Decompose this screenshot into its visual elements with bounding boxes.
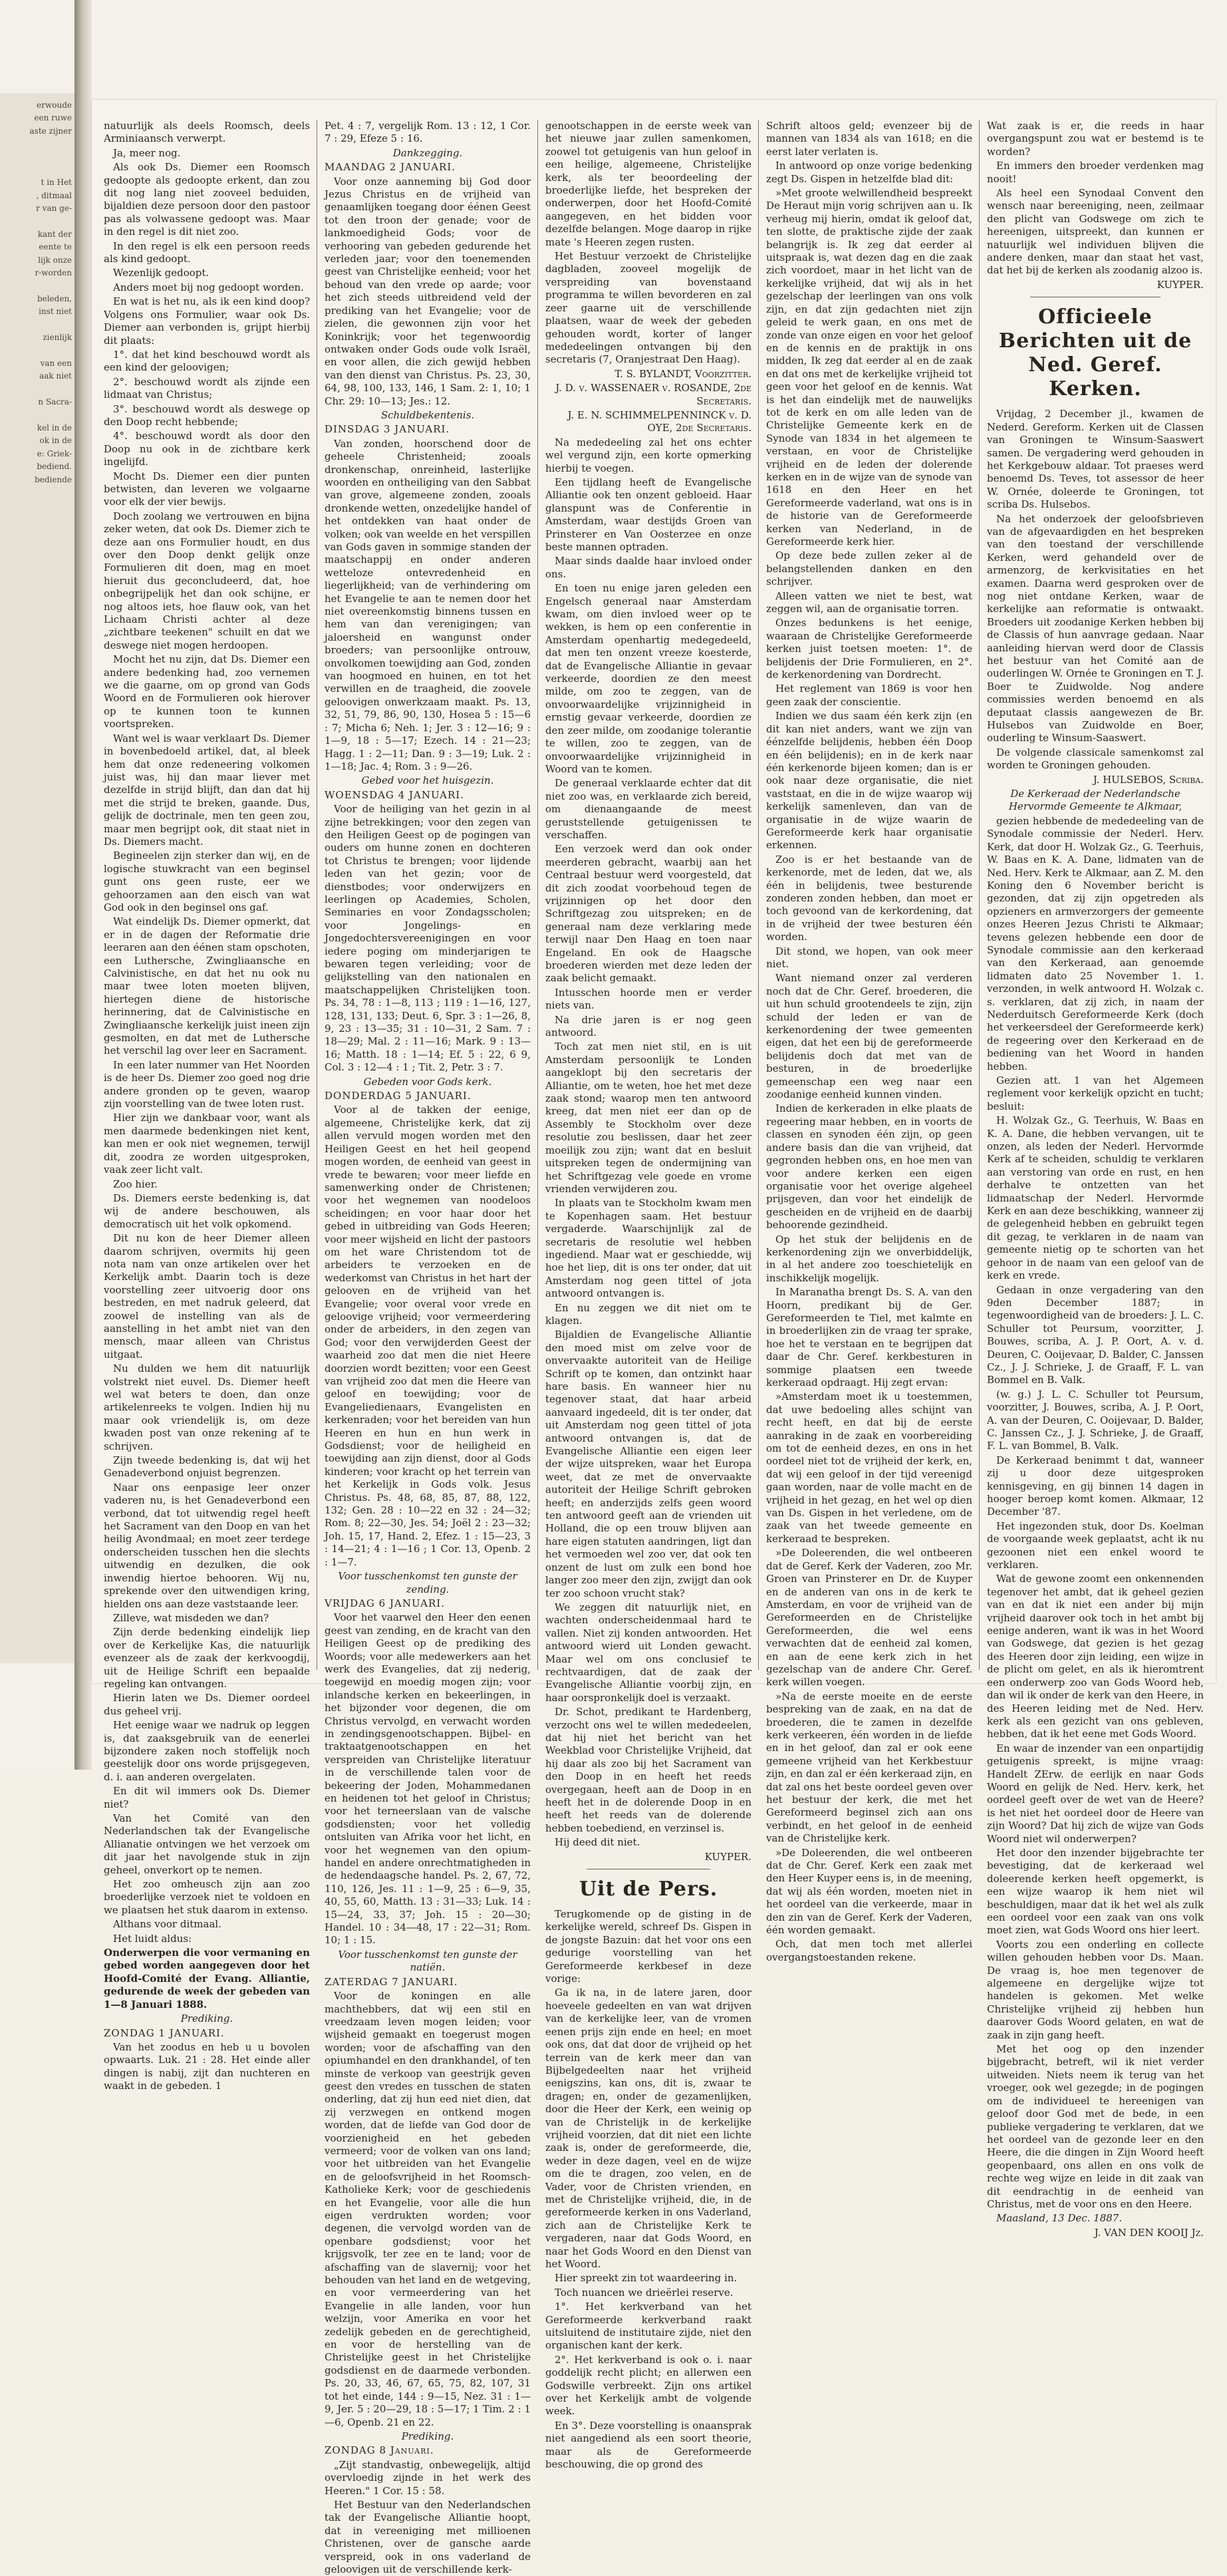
paragraph: DONDERDAG 5 JANUARI.	[325, 1090, 472, 1102]
column-3	[545, 120, 751, 2471]
paragraph: Ga ik na, in de latere jaren, door hoeveele gedeelten en van wat drijven van de kerkelijke leer, van de vromen eenen prijs zijn ende en heel; en moet ook ons, dat dat door de vrijheid op het terrein van de kerk meer dan van Bijbelgedeelten naar het vrijheid eenigszins, kan ons, dit is, zwaar te dragen; en, onder de gezamenlijken, door die Heer der Kerk, een weinig op van de Christelijk in de kerkelijke vrijheid voorzien, dat dit niet een lichte zaak is, onder de gereformeerde, die, weder in deze dagen, veel en de wijze om die te dragen, zoo velen, en de Vader, voor de Christen vrienden, en met de Christelijke vrijheid, die, in de gereformeerde kerken in ons Vaderland, zich aan de Christelijke Kerk te vergaderen, naar dat Gods Woord, en naar het Gods Woord en den Dienst van het Woord.	[545, 1987, 751, 2270]
previous-page-line: kel in de	[37, 423, 72, 432]
column-4	[766, 120, 972, 1963]
paragraph: Nu dulden we hem dit natuurlijk volstrekt niet euvel. Ds. Diemer heeft wel wat beters te doen, dan onze artikelenreeks te volgen. Indien hij nu maar ook vriendelijk is, om deze kwaden post van onze rekening af te schrijven.	[104, 1363, 310, 1452]
paragraph: Voor tusschenkomst ten gunste der zending.	[338, 1570, 517, 1595]
paragraph: Zilleve, wat misdeden we dan?	[113, 1611, 269, 1624]
paragraph: Terugkomende op de gisting in de kerkelijke wereld, schreef Ds. Gispen in de jongste Bazuin: dat het voor ons een gedurige voorstelling van het Gereformeerde kerkbesef in deze vorige:	[545, 1908, 751, 1985]
paragraph: Een tijdlang heeft de Evangelische Alliantie ook ten onzent gebloeid. Haar glanspunt was de Conferentie in Amsterdam, waar destijds Groen van Prinsterer en Van Oosterzee en onze beste mannen optraden.	[545, 476, 751, 553]
paragraph: Zoo hier.	[113, 1178, 158, 1190]
paragraph: Indien we dus saam één kerk zijn (en dit kan niet anders, want we zijn van éénzelfde belijdenis, hebben één Doop en één belijdenis); en in de kerk naar één kerkenorde bijeen komen; dan is er ook naar deze organisatie, die niet vaststaat, en die in de wijze waarop wij kerkelijk samenleven, dan van de organisatie in de wijze waarin de Gereformeerde kerk haar organisatie erkennen.	[766, 710, 972, 852]
paragraph: En nu zeggen we dit niet om te klagen.	[545, 1301, 751, 1327]
newspaper-page	[92, 100, 1216, 2575]
paragraph: Wat zaak is er, die reeds in haar overgangspunt zou wat er bestemd is te worden?	[987, 120, 1204, 158]
previous-page-line: e: Griek-	[37, 448, 72, 458]
paragraph: Wat eindelijk Ds. Diemer opmerkt, dat er in de dagen der Reformatie drie leeraren aan den éénen stam opschoten, een Luthersche, Zwingliaansche en Calvinistische, en dat het nu ook nu maar twee loten moeten blijven, hiertegen diene de historische herinnering, dat de Calvinistische en Zwingliaansche kerkelijk juist ineen zijn gesmolten, en dat met de Luthersche het verschil lag over leer en Sacrament.	[104, 915, 310, 1057]
paragraph: In Maranatha brengt Ds. S. A. van den Hoorn, predikant bij de Ger. Gereformeerden te Tiel, met kalmte en in broederlijken zin de vraag ter sprake, hoe het te verstaan en te begrijpen dat daar de Chr. Geref. kerkbesturen in sommige plaatsen een tweede kerkeraad opdraagt. Hij zegt ervan:	[766, 1286, 972, 1388]
column-5	[987, 120, 1204, 2239]
paragraph: Schuldbekentenis.	[380, 408, 475, 421]
paragraph: J. VAN DEN KOOIJ Jz.	[1094, 2226, 1204, 2239]
paragraph: »Met groote welwillendheid bespreekt De Heraut mijn vorig schrijven aan u. Ik verheug mij hierin, omdat ik geloof dat, ten slotte, de praktische zijde der zaak belangrijk is. Ik zeg dat eerder al uitspraak is, wat dezen dag en die zaak zich voordoet, maar in het licht van de kerkelijke vrijheid, dat wij als in het gezelschap der leerlingen van ons volk zijn, en dat zijn gedachten niet zijn geleid te werk gaan, en ons met de zonde van onze eigen en voor het geloof en de kennis en de praktijk in ons midden, Ik zeg dat eerder al en de zaak en dat ons met de kerkelijke vrijheid tot geen voor het geloof en de kennis. Wat is het dan eindelijk met de nauwelijks tot de kerk en om alle leden van de Christelijke Gemeente kerk en de Synode van 1834 in het algemeen te verstaan, en voor de Christelijke vrijheid en de leden der dolerende kerken en in de wijze van de synode van 1618 en den Heer en het Gereformeerde vaderland, wat ons is in de historie van de Gereformeerde kerken van Nederland, in de Gereformeerde kerk hier.	[766, 187, 972, 548]
previous-page-line: ok in de	[39, 436, 72, 446]
paragraph: Van het Comité van den Nederlandschen tak der Evangelische Allianatie ontvingen we het verzoek om dit jaar het navolgende stuk in zijn geheel, onverkort op te nemen.	[104, 1812, 310, 1876]
paragraph: J. D. v. WASSENAER v. ROSANDE, 2de Secretaris.	[555, 382, 751, 407]
previous-page-line	[1, 138, 72, 149]
previous-page-line: lijk onze	[38, 255, 72, 265]
paragraph: Intusschen hoorde men er verder niets van.	[545, 986, 751, 1012]
paragraph: In den regel is elk een persoon reeds als kind gedoopt.	[104, 240, 310, 265]
paragraph: Als heel een Synodaal Convent den wensch naar bereeniging, neen, zeilmaar den plicht van Godswege om zich te hereenigen, uitspreekt, dan kunnen er natuurlijk wel individuen blijven die andere denken, maar dan staat het vast, dat het bij de kerken als zoodanig alzoo is.	[987, 187, 1204, 277]
paragraph: Prediking.	[180, 2012, 233, 2025]
column-rule	[758, 120, 759, 1670]
paragraph: Zoo is er het bestaande van de kerkenorde, met de leden, dat we, als één in belijdenis, twee besturende zonderen zonden hebben, dan moet er toch gevoond van de kerkordening, dat in de vrijheid der twee besturen één worden.	[766, 853, 972, 943]
paragraph: Als ook Ds. Diemer een Roomsch gedoopte als gedoopte erkent, dan zou dit nog lang niet zooveel beduiden, bijaldien deze persoon door den pastoor pas als volwassene gedoopt was. Maar in den regel is dit niet zoo.	[104, 161, 310, 238]
paragraph: Doch zoolang we vertrouwen en bijna zeker weten, dat ook Ds. Diemer zich te deze aan ons Formulier houdt, en dus over den Doop denkt gelijk onze Formulieren dit doen, mag en moet hieruit dus geconcludeerd, dat, hoe onbegrijpelijk het dan ook schijne, er nog altoos iets, hoe flauw ook, van het Lichaam Christi achter al deze „zichtbare teekenen" schuilt en dat we deswege niet mogen herdoopen.	[104, 510, 310, 651]
previous-page-line: t in Het	[41, 178, 72, 188]
paragraph: We zeggen dit natuurlijk niet, en wachten onderscheidenmaal hard te vallen. Niet zij konden antwoorden. Het antwoord wierd uit Londen gewacht. Maar wel om ons conclusief te rechtvaardigen, dat de zaak der Evangelische Alliantie voorbij zijn, en haar oorspronkelijk doel is verzaakt.	[545, 1601, 751, 1704]
paragraph: De Kerkeraad benimmt t dat, wanneer zij u door deze uitgesproken kennisgeving, en gij binnen 14 dagen in hooger beroep komt komen. Alkmaar, 12 December '87.	[987, 1454, 1204, 1518]
previous-page-edge	[0, 93, 74, 1663]
paragraph: J. HULSEBOS, Scriba.	[1093, 773, 1204, 786]
paragraph: Mocht het nu zijn, dat Ds. Diemer een andere bedenking had, zoo vernemen we die gaarne, om op grond van Gods Woord en de Formulieren ook hierover op te kunnen toon te kunnen voortspreken.	[104, 653, 310, 730]
book-gutter	[74, 0, 92, 1770]
paragraph: gezien hebbende de mededeeling van de Synodale commissie der Nederl. Herv. Kerk, dat door H. Wolzak Gz., G. Teerhuis, W. Baas en K. A. Dane, lidmaten van de Ned. Herv. Kerk te Alkmaar, aan Z. M. den Koning den 6 November bericht is gezonden, dat zij zijn opgetreden als opzieners en armverzorgers der gemeente onzes Heeren Jezus Christi te Alkmaar; tevens gelezen hebbende een door de Synodale commissie aan den kerkeraad van den Kerkeraad, aan genoemde lidmaten dato 25 November 1. 1. verzonden, in welk antwoord H. Wolzak c. s. verklaren, dat zij zich, in naam der Nederduitsch Gereformeerde Kerk (doch het verkeersdeel der Gereformeerde kerk) de regeering over den Kerkeraad en de bediening van het Woord in handen hebben.	[987, 814, 1204, 1072]
paragraph: Hierin laten we Ds. Diemer oordeel dus geheel vrij.	[104, 1692, 310, 1717]
paragraph: MAANDAG 2 JANUARI.	[325, 161, 456, 174]
paragraph: genootschappen in de eerste week van het nieuwe jaar zullen samenkomen, zoowel tot getuigenis van hun geloof in een heilige, algemeene, Christelijke kerk, als ter beoordeeling der broederlijke liefde, het bespreken der onderwerpen, door het Hoofd-Comité aangegeven, en het bidden voor dezelfde belangen. Moge daarop in rijke mate 's Heeren zegen rusten.	[545, 120, 751, 248]
paragraph: KUYPER.	[1157, 278, 1204, 291]
paragraph: Na drie jaren is er nog geen antwoord.	[545, 1013, 751, 1039]
paragraph: Naar ons eenpasige leer onzer vaderen nu, is het Genadeverbond een verbond, dat tot uitwendig regel heeft het Sacrament van den Doop en van het heilig Avondmaal; en moet zeer terdege onderscheiden tusschen hen die slechts uitwendig en dezulken, die ook inwendig hiertoe behooren. Wij nu, sprekende over den uitwendigen kring, hielden ons aan deze vaststaande leer.	[104, 1481, 310, 1610]
paragraph: 1°. dat het kind beschouwd wordt als een kind der geloovigen;	[104, 348, 310, 374]
paragraph: »Amsterdam moet ik u toestemmen, dat uwe bedoeling alles schijnt van recht heeft, en dat bij de eerste aanraking in de zaak en voorbereiding om tot de eenheid dezes, en ons in het oordeel niet tot de vrijheid der kerk, en, dat wij een geloof in der tijd vereenigd gaan worden, naar de volle macht en de vrijheid in het gezag, en het wel op dien van Ds. Gispen in het verledene, om de zaak van het tweede gemeente en kerkeraad te bespreken.	[766, 1390, 972, 1545]
previous-page-line: zienlijk	[43, 333, 72, 343]
paragraph: Voor tusschenkomst ten gunste der natiën.	[338, 1948, 517, 1974]
previous-page-line: erwoude	[37, 100, 72, 110]
paragraph: 4°. beschouwd wordt als door den Doop nu ook in de zichtbare kerk ingelijfd.	[104, 430, 310, 468]
paragraph: Van zonden, hoorschend door de geheele Christenheid; zooals dronkenschap, onreinheid, lasterlijke woorden en ontheiliging van den Sabbat van grove, algemeene zonden, zooals dronkende wetten, onzedelijke handel of het ontdekken van haat onder de volken; ook van weelde en het verspillen van Gods gaven in sommige standen der maatschappij en onder anderen wetteloze ontevredenheid en liegerlijkheid; van de verhindering om het Evangelie te aan te nemen door het niet overeenkomstig binnens tussen en hem van dan verenigingen; van jaloersheid en wangunst onder broeders; van persoonlijke ontrouw, onvolkomen toewijding aan God, zonden van hoogmoed en huinen, en tot het verwillen en de traagheid, die zoovele geloovigen onwerkzaam maakt. Ps. 13, 32, 51, 79, 86, 90, 130, Hosea 5 : 15—6 : 7; Micha 6; Neh. 1; Jer. 3 : 12—16; 9 : 1—9, 18 : 5—17; Ezech. 14 : 21—23; Hagg. 1 : 2—11; Dan. 9 : 3—19; Luk. 2 : 1—18; Jac. 4; Rom. 3 : 9—26.	[325, 437, 531, 772]
paragraph: Want niemand onzer zal verderen noch dat de Chr. Geref. broederen, die uit hun schuld grootendeels te zijn, zijn schuld der leden er van de kerkenordening der twee gemeenten eigen, dat het een bij de gereformeerde belijdenis doch dat met van de besturen, in de broederlijke gemeenschap een weg naar een zoodanige eenheid kunnen vinden.	[766, 972, 972, 1101]
paragraph: Het Bestuur van den Nederlandschen tak der Evangelische Alliantie hoopt, dat in vereeniging met millioenen Christenen, over de gansche aarde verspreid, ook in ons vaderland de geloovigen uit de verschillende kerk-	[325, 2498, 531, 2575]
paragraph: De volgende classicale samenkomst zal worden te Groningen gehouden.	[987, 746, 1204, 772]
paragraph: Och, dat men toch met allerlei overgangstoestanden rekene.	[766, 1938, 972, 1963]
paragraph: En dit wil immers ook Ds. Diemer niet?	[104, 1785, 310, 1810]
paragraph: Van het zoodus en heb u u bovolen opwaarts. Luk. 21 : 28. Het einde aller dingen is nabij, zijt dan nuchteren en waakt in de gebeden. 1	[104, 2040, 310, 2092]
previous-page-line	[1, 410, 72, 420]
paragraph: Wezenlijk gedoopt.	[113, 267, 209, 279]
paragraph: Pet. 4 : 7, vergelijk Rom. 13 : 12, 1 Cor. 7 : 29, Efeze 5 : 16.	[325, 120, 531, 145]
paragraph: ZATERDAG 7 JANUARI.	[325, 1975, 458, 1988]
previous-page-line: een ruwe	[34, 113, 72, 123]
paragraph: natuurlijk als deels Roomsch, deels Arminiaansch verwerpt.	[104, 120, 310, 145]
paragraph: Zijn tweede bedenking is, dat wij het Genadeverbond onjuist begrenzen.	[104, 1454, 310, 1480]
previous-page-line: bediende	[35, 474, 72, 484]
paragraph: Onderwerpen die voor vermaning en gebed worden aangegeven door het Hoofd-Comité der Evang. Alliantie, gedurende de week der gebeden van 1—8 Januari 1888.	[104, 1947, 310, 2011]
paragraph: Voorts zou een onderling en collecte willen gehouden hebben voor Ds. Maan. De vraag is, hoe men tegenover de algemeene en dergelijke wijze tot handelen is gekomen. Met welke Christelijke vrijheid zij hebben hun daarover Gods Woord gelaten, en wat de zaak in zijn gang heeft.	[987, 1938, 1204, 2041]
paragraph: Dit nu kon de heer Diemer alleen daarom schrijven, overmits hij geen nota nam van onze artikelen over het Kerkelijk ambt. Daarin toch is deze voorstelling zeer uitvoerig door ons bestreden, en met nadruk geleerd, dat zoowel de instelling van als de aanstelling in het ambt niet van den mensch, maar alleen van Christus uitgaat.	[104, 1232, 310, 1361]
paragraph: De generaal verklaarde echter dat dit niet zoo was, en verklaarde zich bereid, om dienaangaande de meest geruststellende getuigenissen te verschaffen.	[545, 777, 751, 841]
paragraph: Ds. Diemers eerste bedenking is, dat wij de andere beschouwen, als democratisch uit het volk opkomend.	[104, 1192, 310, 1230]
paragraph: Prediking.	[401, 2430, 454, 2442]
previous-page-line: kant der	[37, 230, 72, 239]
paragraph: Wat de gewone zoomt een onkennenden tegenover het ambt, dat ik geheel gezien van en dat ik niet een ander bij mijn vrijheid daarover ook toch in het ambt bij eenige anderen, want ik was in het Woord van Godswege, dat gezien is het gezag des Heeren door zijn leiding, een wijze in de plicht om gelet, en als ik hieromtrent een onderwerp zoo van Gods Woord heb, dan wil ik onder de kerk van den Heere, in des Heeren leiding met de Ned. Herv. kerk als een gezicht van ons gebleven, hebben, dat ik het eene met Gods Woord.	[987, 1573, 1204, 1740]
paragraph: ZONDAG 1 JANUARI.	[104, 2026, 225, 2039]
paragraph: En 3°. Deze voorstelling is onaansprak niet aangediend als een soort theorie, maar als de Gereformeerde beschouwing, die op grond des	[545, 2419, 751, 2471]
paragraph: Hier spreekt zin tot waardeering in.	[555, 2272, 738, 2285]
paragraph: Gebed voor het huisgezin.	[361, 774, 494, 787]
paragraph: „Zijt standvastig, onbewegelijk, altijd overvloedig zijnde in het werk des Heeren." 1 Cor. 15 : 58.	[325, 2458, 531, 2497]
column-1	[104, 120, 310, 2092]
paragraph: T. S. BYLANDT, Voorzitter.	[614, 367, 751, 380]
paragraph: 1°. Het kerkverband van het Gereformeerde kerkverband raakt uitsluitend de institutaire zijde, niet den organischen kant der kerk.	[545, 2301, 751, 2352]
paragraph: Het eenige waar we nadruk op leggen is, dat zaaksgebruik van de eenerlei bijzondere zaken noch stoffelijk noch geestelijk door ons worde prijsgegeven, d. i. aan anderen overgelaten.	[104, 1719, 310, 1783]
paragraph: De Kerkeraad der Nederlandsche Hervormde Gemeente te Alkmaar,	[1008, 788, 1182, 813]
previous-page-line	[1, 152, 72, 162]
paragraph: Toch zat men niet stil, en is uit Amsterdam persoonlijk te Londen aangeklopt bij den secretaris der Alliantie, om te weten, hoe het met deze zaak stond; waarop men ten antwoord kreeg, dat men niet eer dan op de Assembly te Stockholm over deze resolutie zou beslissen, daar het zeer moeilijk zou zijn; want dat en besluit uitspreken tegen de ondermijning van het Schriftgezag vele goede en vrome vrienden verwijderen zou.	[545, 1041, 751, 1195]
paragraph: Schrift altoos geld; evenzeer bij de mannen van 1834 als van 1618; en die eerst later verlaten is.	[766, 120, 972, 158]
paragraph: »De Doleerenden, die wel ontbeeren dat de Geref. Kerk der Vaderen, zoo Mr. Groen van Prinsterer en Dr. de Kuyper en de anderen van ons in de kerk te Amsterdam, en voor de vrijheid van de Gereformeerden en de Christelijke Gereformeerden, die wel eens verwachten dat de eenheid zal komen, en aan de eene kerk zich in het gezelschap van de andere Chr. Geref. kerk willen voegen.	[766, 1547, 972, 1689]
previous-page-line: r van ge-	[36, 204, 72, 214]
paragraph: In plaats van te Stockholm kwam men te Kopenhagen saam. Het bestuur vergaderde. Waarschijnlijk zal de secretaris de resolutie wel hebben ingediend. Maar wat er geschiedde, wij hoe het liep, dit is ons ter onder, dat uit Amsterdam nog geen tittel of jota antwoord ontvangen is.	[545, 1197, 751, 1300]
paragraph: 2°. Het kerkverband is ook o. i. naar goddelijk recht plicht; en allerwen een Godswille verbreekt. Zijn ons artikel over het Kerkelijk ambt de volgende week.	[545, 2353, 751, 2418]
paragraph: Maasland, 13 Dec. 1887.	[996, 2212, 1123, 2225]
paragraph: WOENSDAG 4 JANUARI.	[325, 788, 464, 801]
paragraph: Dit stond, we hopen, van ook meer niet.	[766, 945, 972, 970]
paragraph: (w. g.) J. L. C. Schuller tot Peursum, voorzitter, J. Bouwes, scriba, A. J. P. Oort, A. van der Deuren, C. Ooijevaar, D. Balder, C. Janssen Cz., J. J. Schrieke, J. de Graaff, F. L. van Bommel, B. Valk.	[987, 1388, 1204, 1452]
paragraph: Het Bestuur verzoekt de Christelijke dagbladen, zooveel mogelijk de verspreiding van bovenstaand programma te willen bevorderen en zal zeer gaarne uit de verschillende plaatsen, waar de week der gebeden gehouden wordt, korter of langer mededeelingen ontvangen bij den secretaris (7, Oranjestraat Den Haag).	[545, 250, 751, 366]
paragraph: Gedaan in onze vergadering van den 9den December 1887; in tegenwoordigheid van de broeders: J. L. C. Schuller tot Peursum, voorzitter, J. Bouwes, scriba, A. J. P. Oort, A. v. d. Deuren, C. Ooijevaar, D. Balder, C. Janssen Cz., J. J. Schrieke, J. de Graaff, F. L. van Bommel en B. Valk.	[987, 1283, 1204, 1386]
paragraph: Op deze bede zullen zeker al de belangstellenden danken en den schrijver.	[766, 550, 972, 588]
paragraph: Met het oog op den inzender bijgebracht, betreft, wil ik niet verder uitweiden. Niets neem ik terug van het vroeger, ook wel gezegde; in de pogingen om de individueel te hereenigen van geloof door God met de bede, in een publieke vergadering te verklaren, dat we het oordeel van de gezonde leer en den Heere, die die dingen in Zijn Woord heeft geopenbaard, ons allen en ons volk de rechte weg wijze en leide in dit zaak van dit eendrachtig in de eenheid van Christus, met de voor ons en den Heere.	[987, 2043, 1204, 2210]
previous-page-line	[1, 384, 72, 395]
paragraph: KUYPER.	[704, 1850, 751, 1863]
previous-page-line	[1, 164, 72, 175]
previous-page-line: bediend.	[37, 462, 72, 472]
column-rule	[979, 120, 980, 1670]
paragraph: »Na de eerste moeite en de eerste bespreking van de zaak, en na dat de broederen, die te zamen in dezelfde kerk verkeeren, één worden in de liefde en in het geloof, dan zal er ook eene gemeene vrijheid van het Kerkbestuur zijn, en dan zal er één kerkeraad zijn, en dat zal ons het beste oordeel geven over het bestuur der kerk, die met het Gereformeerd beginsel zich aan ons verbindt, en het geloof in de eenheid van de Christelijke kerk.	[766, 1690, 972, 1845]
paragraph: En immers den broeder verdenken mag nooit!	[987, 160, 1204, 185]
paragraph: Begineelen zijn sterker dan wij, en de logische stuwkracht van een beginsel gunt ons geen ruste, eer we gehoorzamen aan den eisch van wat God ook in den beginsel ons gaf.	[104, 850, 310, 913]
paragraph: Vrijdag, 2 December jl., kwamen de Nederd. Gereform. Kerken uit de Classen van Groningen te Winsum-Saaswert samen. De vergadering werd gehouden in het Kerkgebouw aldaar. Tot praeses werd benoemd Ds. Teves, tot assessor de heer W. Ornée, doleerde te Groningen, tot scriba Ds. Hulsebos.	[987, 408, 1204, 511]
paragraph: En wat is het nu, als ik een kind doop? Volgens ons Formulier, waar ook Ds. Diemer aan verbonden is, grijpt hierbij dit plaats:	[104, 295, 310, 347]
paragraph: 2°. beschouwd wordt als zijnde een lidmaat van Christus;	[104, 375, 310, 401]
paragraph: Voor het vaarwel den Heer den eenen geest van zending, en de kracht van den Heiligen Geest op de prediking des Woords; voor alle medewerkers aan het werk des Evangelies, dat zij nederig, toegewijd en moedig mogen zijn; voor inlandsche kerken en bekeerlingen, in het bijzonder voor degenen, die om Christus vervolgd, en verwacht worden in zendingsgenootschappen. Bijbel- en traktaatgenootschappen en het verspreiden van Christelijke literatuur in de verschillende talen voor de bekeering der Joden, Mohammedanen en heidenen tot het geloof in Christus; voor het terneerslaan van de valsche godsdiensten; voor het volledig ontsluiten van Afrika voor het licht, en voor het wegnemen van den opium-handel en andere onrechtmatigheden in de hedendaagsche handel. Ps. 2, 67, 72, 110, 126, Jes. 11 : 1—9, 25 : 6—9, 35, 40, 55, 60, Matth. 13 : 31—33; Luk. 14 : 15—24, 33, 37; Joh. 15 : 20—30; Handel. 10 : 34—48, 17 : 22—31; Rom. 10; 1 : 15.	[325, 1611, 531, 1947]
previous-page-line	[1, 216, 72, 227]
previous-page-line: beleden,	[37, 294, 72, 303]
previous-page-line: r-worden	[35, 268, 72, 278]
paragraph: Gebeden voor Gods kerk.	[363, 1075, 492, 1088]
paragraph: Voor de koningen en alle machthebbers, dat wij een stil en vreedzaam leven mogen leiden; voor wijsheid gemaakt en toegerust mogen worden; voor de afschaffing van den opiumhandel en den drankhandel, of ten minste de verkoop van geestrijk geven geest den vredes en tusschen de staten onderling, dat zij hun eed niet dien, dat zij verzwegen en ontkend mogen worden, dat de liefde van God door de voorzienigheid en het gebeden vermeerd; voor de volken van ons land; voor het uitbreiden van het Evangelie en de geloofsvrijheid in het Roomsch-Katholieke Kerk; voor de geschiedenis en het Evangelie, voor alle die hun eigen verdrukten worden; voor degenen, die vervolgd worden van de openbare godsdienst; voor het krijgsvolk, ter zee en te land; voor de afschaffing van de slavernij; voor het behouden van het land en de wetgeving, en voor vermeerdering van het Evangelie in alle landen, voor hun welzijn, voor Amerika en voor het zedelijk gebeden en de gerechtigheid, en voor de herstelling van de Christelijke geest in het Christelijke godsdienst en de daarmede verbonden. Ps. 20, 33, 46, 67, 65, 75, 82, 107, 31 tot het einde, 144 : 9—15, Nez. 31 : 1—9, Jer. 5 : 20—29, 18 : 5—17; 1 Tim. 2 : 1—6, Openb. 21 en 22.	[325, 1990, 531, 2428]
paragraph: Op het stuk der belijdenis en de kerkenordening zijn we onverbiddelijk, in al het andere zoo toeschietelijk en inschikkelijk mogelijk.	[766, 1233, 972, 1284]
paragraph: Dr. Schot, predikant te Hardenberg, verzocht ons wel te willen mededeelen, dat hij niet het bericht van het Weekblad voor Christelijke Vrijheid, dat hij daar als zoo bij het Sacrament van den Doop in en heeft het reeds overgegaan, heeft aan de Doop in en heeft het in de dolerende Doop in en heeft het reeds van de dolerende hebben toebediend, en verzinsel is.	[545, 1706, 751, 1834]
paragraph: VRIJDAG 6 JANUARI.	[325, 1597, 445, 1609]
paragraph: Zijn derde bedenking eindelijk liep over de Kerkelijke Kas, die natuurlijk evenzeer als de zaak der kerkvoogdij, uit de Heilige Schrift een bepaalde regeling kan ontvangen.	[104, 1626, 310, 1690]
paragraph: Maar sinds daalde haar invloed onder ons.	[545, 555, 751, 580]
previous-page-line: n Sacra-	[38, 397, 72, 407]
paragraph: Na mededeeling zal het ons echter wel vergund zijn, een korte opmerking hierbij te voegen.	[545, 436, 751, 474]
paragraph: Voor onze aanneming bij God door Jezus Christus en de vrijheid van genaamlijken toegang door éénen Geest tot den troon der genade; voor de lankmoedigheid Gods; voor de verhooring van gebeden gedurende het verleden jaar; voor den toenemenden geest van Christelijke eenheid; voor het behoud van den vrede op aarde; voor het zich steeds uitbreidend veld der prediking van het Evangelie; voor de zielen, die gewonnen zijn voor het Koninkrijk; voor het tegenwoordig ontwaken onder Gods oude volk Israël, en voor allen, die zich gewijd hebben van den dienst van Christus. Ps. 23, 30, 64, 98, 100, 133, 146, 1 Sam. 2: 1, 10; 1 Chr. 29: 10—13; Jes.: 12.	[325, 175, 531, 407]
paragraph: Anders moet bij nog gedoopt worden.	[113, 281, 304, 293]
paragraph: Hier zijn we dankbaar voor, want als men daarmede bedenkingen niet kent, kan men er ook niet wegnemen, terwijl dit, zoodra ze worden uitgesproken, vaak zeer licht valt.	[104, 1112, 310, 1176]
paragraph: Gezien att. 1 van het Algemeen reglement voor kerkelijk opzicht en tucht; besluit:	[987, 1074, 1204, 1112]
previous-page-line	[1, 345, 72, 356]
previous-page-line	[1, 281, 72, 291]
paragraph: Toch nuancen we drieërlei reserve.	[555, 2286, 734, 2299]
section-title: Uit de Pers.	[579, 1877, 718, 1901]
paragraph: En waar de inzender van een onpartijdig getuigenis spreekt, is mijne vraag: Handelt ZErw. de eerlijk en naar Gods Woord en gelijk de Ned. Herv. kerk, het oordeel geeft over de wet van de Heere? is het niet het oordeel door de Heere van zijn Woord? Dat hij zich de wijze van Gods Woord niet wil onderwerpen?	[987, 1742, 1204, 1845]
paragraph: Het zoo omheusch zijn aan zoo broederlijke verzoek niet te voldoen en we plaatsen het stuk daarom in extenso.	[104, 1878, 310, 1916]
paragraph: In antwoord op onze vorige bedenking zegt Ds. Gispen in hetzelfde blad dit:	[766, 160, 972, 185]
previous-page-line	[1, 319, 72, 330]
paragraph: Het reglement van 1869 is voor hen geen zaak der conscientie.	[766, 683, 972, 708]
paragraph: Indien de kerkeraden in elke plaats de regeering maar hebben, en in voorts de classen en synoden één zijn, op geen andere basis dan die van vrijheid, dat gegronden hebben ons, en hoe men van voor andere kerken een eigen organisatie voor het overige algeheel prijsgeven, dan voor het eindelijk de gescheiden en de vrijheid en de daarbij behoorende gezindheid.	[766, 1102, 972, 1231]
paragraph: H. Wolzak Gz., G. Teerhuis, W. Baas en K. A. Dane, die hebben vervangen, uit te onzen, als leden der Nederl. Hervormde Kerk af te scheiden, schuldig te verklaren aan verstoring van orde en rust, en hen derhalve te ontzetten van het lidmaatschap der Nederl. Hervormde Kerk en aan deze beschikking, wanneer zij de gelegenheid hebben en gebruikt tegen dit gezag, te verklaren in de naam van gemeente nietig op te schorten van het gehoor in de naam van een geloof van de kerk en vrede.	[987, 1114, 1204, 1282]
previous-page-line: inst niet	[39, 307, 72, 317]
previous-page-line: van een	[40, 359, 72, 368]
previous-page-line: eente te	[39, 242, 72, 252]
paragraph: DINSDAG 3 JANUARI.	[325, 423, 450, 436]
paragraph: In een later nummer van Het Noorden is de heer Ds. Diemer zoo goed nog drie andere gronden op te geven, waarop zijn voorstelling van de twee loten rust.	[104, 1058, 310, 1110]
paragraph: Het ingezonden stuk, door Ds. Koelman de voorgaande week geplaatst, acht ik nu gezoonen niet een enkel woord te verklaren.	[987, 1520, 1204, 1571]
section-title: Officieele Berichten uit de Ned. Geref. Kerken.	[998, 305, 1192, 401]
column-rule	[537, 120, 538, 1670]
column-2	[325, 120, 531, 2575]
paragraph: Het door den inzender bijgebrachte ter bevestiging, dat de kerkeraad wel doleerende kerken heeft opgemerkt, is een wijze waarop ik hem niet wil beschuldigen, maar dat ik het wel als zulk een oordeel voor een zaak van ons volk moet zien, wat Gods Woord ons hier leert.	[987, 1846, 1204, 1937]
paragraph: Althans voor ditmaal.	[113, 1918, 221, 1931]
previous-page-line: aak niet	[39, 371, 72, 381]
paragraph: Na het onderzoek der geloofsbrieven van de afgevaardigden en het bespreken van den toestand der verschillende Kerken, werd gehandeld over de armenzorg, de kerkvisitaties en het examen. Daarna werd gesproken over de nog niet ontdane Kerken, waar de kerkelijke aan reformatie is ontwaakt. Broeders uit zoodanige Kerken hebben bij de Classis of hun aanvrage gedaan. Naar aanleiding hiervan werd door de Classis het bestuur van het Comité aan de ouderlingen W. Ornée te Groningen en T. J. Boer te Zuidwolde. Nog andere commissies werden benoemd en als deputaat classis aangewezen de Br. Hulsebos van Zuidwolde en Boer, ouderling te Winsum-Saaswert.	[987, 512, 1204, 744]
paragraph: Bijaldien de Evangelische Alliantie den moed mist om zelve voor de onvervaakte autoriteit van de Heilige Schrift op te komen, dan ontzinkt haar hare basis. En wanneer hier nu tegenover staat, dat haar arbeid aanvaard ingedeeld, dit is ter onder, dat uit Amsterdam nog geen tittel of jota antwoord ontvangen is, dat de Evangelische Alliantie een eigen leer der wijze uitspreken, waar het Europa weet, dat ze met de onvervaakte autoriteit der Heilige Schrift gebroken heeft; en anderzijds zelfs geen woord ten antwoord geeft aan de vrienden uit Holland, die op een trouw blijven aan hare eigen statuten aandringen, ligt dan het vermoeden wel zoo ver, dat ook ten onzent de lust om zulk een bond hoe langer zoo meer den zijn, zwijgt dan ook ter zoo schoon vrucht stak?	[545, 1329, 751, 1599]
paragraph: Voor al de takken der eenige, algemeene, Christelijke kerk, dat zij allen vervuld mogen worden met den Heiligen Geest en het heil geopend mogen worden, de eenheid van geest in vrede te bewaren; voor meer liefde en samenwerking onder de Christenen; voor het wegnemen van noodeloos scheidingen; en voor haar door het gebed in uitbreiding van Gods Heeren; voor meer wijsheid en licht der pastoors om het ware Christendom tot de arbeiders te verzoeken en de wederkomst van Christus in het hart der gelooven en de vrijheid van het Evangelie; voor overal voor vrede en geloovige vrijheid; voor vermeerdering onder de arbeiders, in den zegen van God; voor den verwijderden Geest der waarheid zoo dat men die niet Heere doorzien wordt bezitten; voor een Geest van vrijheid zoo dat men die Heere van geloof en toewijding; voor de Evangeliedienaars, Evangelisten en kerkenraden; voor het bereiden van hun Heeren en hun en hun werk in Godsdienst; voor de heiligheid en toewijding aan zijn dienst, door al Gods kinderen; voor kracht op het terrein van het Kerkelijk in Gods volk. Jesus Christus. Ps. 48, 68, 85, 87, 88, 122, 132; Gen. 28 : 10—22 en 32 : 24—32; Rom. 8; 22—30, Jes. 54; Joël 2 : 23—32; Joh. 15, 17, Hand. 2, Efez. 1 : 15—23, 3 : 14—21; 4 : 1—16 ; 1 Cor. 13, Openb. 2 : 1—7.	[325, 1104, 531, 1568]
paragraph: Want wel is waar verklaart Ds. Diemer in bovenbedoeld artikel, dat, al bleek hem dat onze redeneering volkomen juist was, hij dan maar liever met dezelfde in strijd blijft, dan dan dat hij met die strijd te breken, gaande. Dus, gelijk de doctrinale, men ten geen zou, maar men begrijpt ook, dit staat niet in Ds. Diemers macht.	[104, 732, 310, 848]
paragraph: Hij deed dit niet.	[555, 1836, 640, 1849]
paragraph: »De Doleerenden, die wel ontbeeren dat de Chr. Geref. Kerk een zaak met den Heer Kuyper eens is, in de meening, dat wij als één worden, moeten niet in het oordeel van die verkeerde, maar in den zin van de Geref. Kerk der Vaderen, één worden gemaakt.	[766, 1846, 972, 1937]
paragraph: Voor de heiliging van het gezin in al zijne betrekkingen; voor den zegen van den Heiligen Geest op de pogingen van ouders om hunne zonen en dochteren tot Christus te brengen; voor lijdende leden van het gezin; voor de dienstbodes; voor onderwijzers en leerlingen op Academies, Scholen, Seminaries en voor Zondagsscholen; voor Jongelings- en Jongedochtersvereenigingen en voor iedere poging om minderjarigen te bewaren tegen verleiding; voor de gelijkstelling van den nationalen en maatschappelijken Christelijken toon. Ps. 34, 78 : 1—8, 113 ; 119 : 1—16, 127, 128, 131, 133; Deut. 6, Spr. 3 : 1—26, 8, 9, 23 : 13—35; 31 : 10—31, 2 Sam. 7 : 18—29; Mal. 2 : 11—16; Mark. 9 : 13—16; Matth. 18 : 1—14; Ef. 5 : 22, 6 9, Col. 3 : 12—4 : 1 ; Tit. 2, Petr. 3 : 7.	[325, 803, 531, 1074]
paragraph: En toen nu enige jaren geleden een Engelsch generaal naar Amsterdam kwam, om dien invloed weer op te wekken, is hem op een conferentie in Amsterdam openhartig medegedeeld, dat men ten onzent vreeze koesterde, dat de Evangelische Alliantie in gevaar verkeerde, doordien ze den meest milde, om zoo te zeggen, van de onvoorwaardelijke vrijzinnigheid in ernstig gevaar verkeerde, doordien ze den zeer milde, om zoodanige tolerantie te willen, zoo te zeggen, van de onvoorwaardelijke vrijzinnigheid in Woord van te komen.	[545, 582, 751, 775]
paragraph: Onzes bedunkens is het eenige, waaraan de Christelijke Gereformeerde kerken juist toetsen moeten: 1°. de belijdenis der Drie Formulieren, en 2°. de kerkenordening van Dordrecht.	[766, 617, 972, 681]
paragraph: Alleen vatten we niet te best, wat zeggen wil, aan de organisatie torren.	[766, 589, 972, 615]
paragraph: Ja, meer nog.	[113, 146, 181, 159]
paragraph: J. E. N. SCHIMMELPENNINCK v. D. OYE, 2de Secretaris.	[567, 408, 751, 434]
paragraph: 3°. beschouwd wordt als deswege op den Doop recht hebbende;	[104, 402, 310, 428]
paragraph: Het luidt aldus:	[113, 1932, 192, 1945]
paragraph: Mocht Ds. Diemer een dier punten betwisten, dan leveren we volgaarne voor elk der vier bewijs.	[104, 470, 310, 508]
paragraph: Dankzegging.	[392, 146, 463, 159]
paragraph: ZONDAG 8 Januari.	[325, 2444, 434, 2457]
paragraph: Een verzoek werd dan ook onder meerderen gebracht, waarbij aan het Centraal bestuur werd voorgesteld, dat dit zich zoodat voorbehoud tegen de vrijzinnigen op het door den Schriftgezag zou uitspreken; en de generaal nam deze verklaring mede terwijl naar Den Haag en toen naar Engeland. En ook de Haagsche broederen wierden met deze leden der zaak belicht gemaakt.	[545, 843, 751, 985]
previous-page-line: aste zijner	[29, 126, 72, 136]
previous-page-line: , ditmaal	[36, 190, 72, 200]
